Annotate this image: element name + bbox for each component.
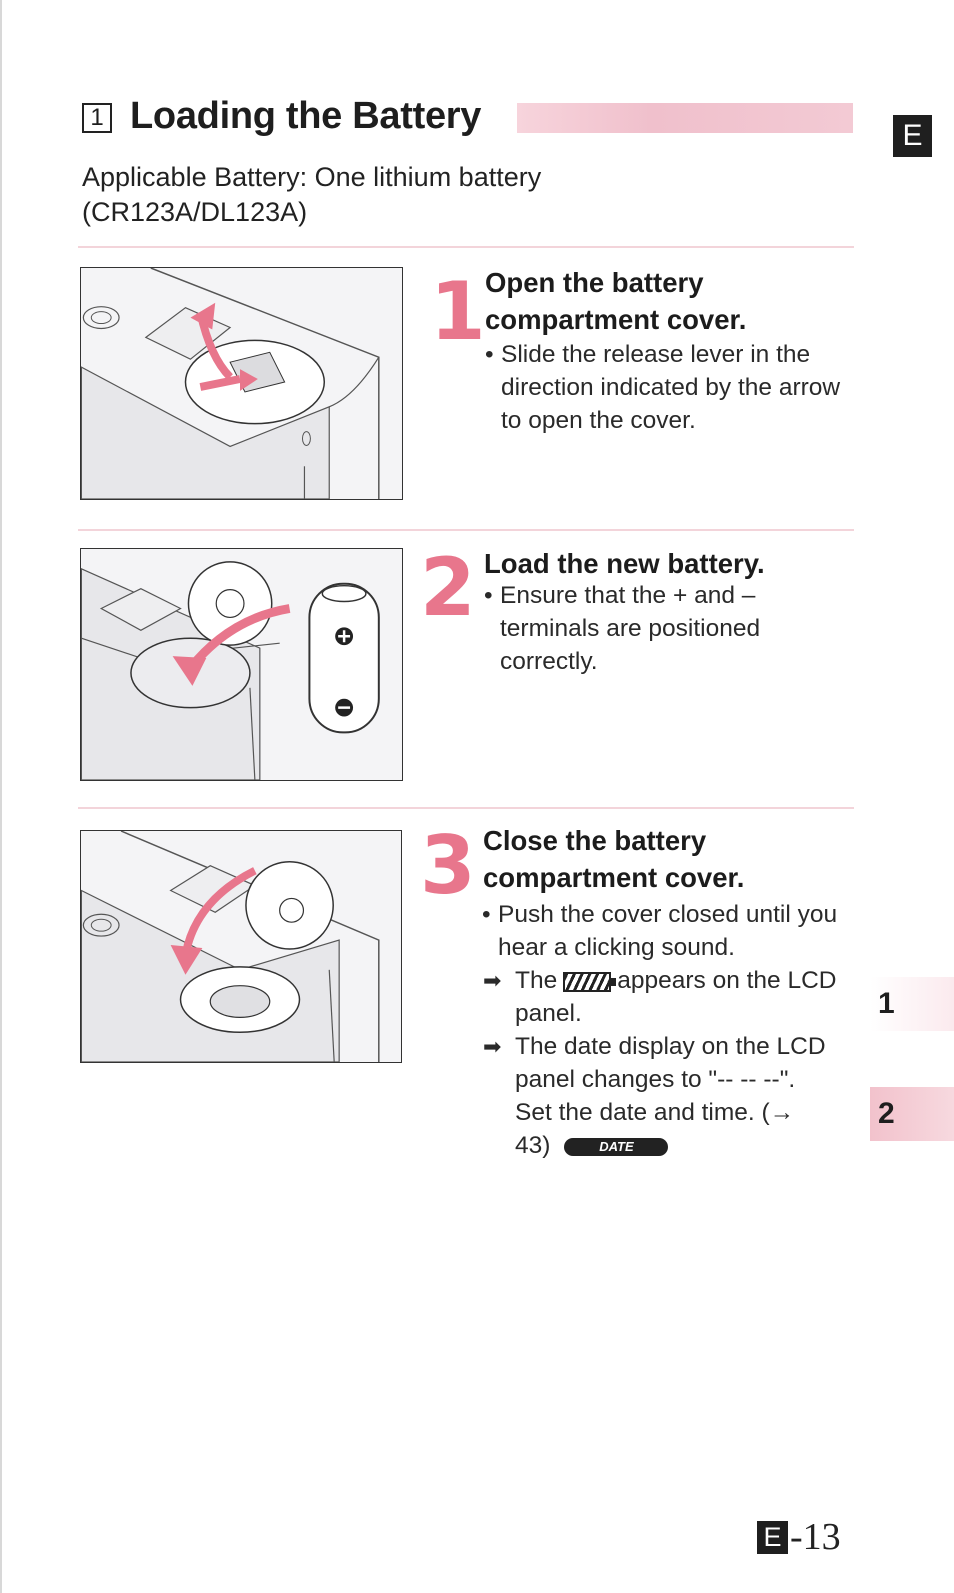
step-2-illustration — [80, 548, 403, 781]
divider — [78, 529, 854, 531]
page-edge — [0, 0, 2, 1593]
section-number-box: 1 — [82, 103, 112, 133]
step-1-heading — [485, 264, 855, 338]
camera-load-battery-illustration — [81, 549, 402, 780]
step-1-heading-line-2: compartment cover. — [485, 304, 747, 335]
page-number-value: -13 — [790, 1516, 841, 1558]
page-number-prefix: E — [757, 1521, 788, 1554]
step-3-result-2-text: The date display on the LCD panel changes to "-- -- --". Set the date and time. (→ 43) — [515, 1033, 826, 1159]
step-1-heading-line-1: Open the battery — [485, 267, 704, 298]
step-3-illustration — [80, 830, 402, 1063]
chapter-tab-1[interactable]: 1 — [870, 977, 954, 1031]
step-1-bullet-text: Slide the release lever in the direction indicated by the arrow to open the cover. — [501, 341, 841, 434]
step-2-heading — [484, 545, 854, 582]
step-3-heading — [483, 822, 853, 896]
camera-close-cover-illustration — [81, 831, 401, 1062]
step-3-heading-line-1: Close the battery — [483, 825, 707, 856]
intro-line-2: (CR123A/DL123A) — [82, 197, 308, 227]
right-arrow-icon: ➡ — [483, 968, 502, 993]
step-3-result-2 — [483, 1030, 835, 1162]
step-3-heading-line-2: compartment cover. — [483, 862, 745, 893]
bullet-dot-icon: • — [484, 582, 493, 609]
intro-line-1: Applicable Battery: One lithium battery — [82, 162, 542, 192]
step-1-bullet — [485, 338, 851, 437]
step-1-number: 1 — [430, 265, 486, 358]
step-2-number: 2 — [420, 541, 476, 634]
intro-text — [82, 160, 541, 230]
divider — [78, 807, 854, 809]
bullet-dot-icon: • — [485, 341, 494, 368]
camera-open-cover-illustration — [81, 268, 402, 499]
step-3-result-1 — [483, 964, 845, 1030]
language-tab[interactable]: E — [893, 115, 932, 157]
page-number — [757, 1515, 841, 1559]
battery-lcd-icon — [563, 972, 611, 992]
step-2-bullet-text: Ensure that the + and – terminals are positioned correctly. — [500, 582, 761, 675]
step-3-bullet-text: Push the cover closed until you hear a clicking sound. — [498, 901, 838, 961]
step-3-number: 3 — [420, 819, 476, 912]
step-3-result-1-after: appears on the LCD panel. — [515, 967, 837, 1027]
step-2-bullet — [484, 579, 830, 678]
page-title: Loading the Battery — [130, 95, 482, 137]
title-accent-bar — [517, 103, 853, 133]
step-3-result-1-before: The — [515, 967, 558, 994]
bullet-dot-icon: • — [482, 901, 491, 928]
step-2-heading-line-1: Load the new battery. — [484, 548, 765, 579]
right-arrow-icon: ➡ — [483, 1034, 502, 1059]
step-1-illustration — [80, 267, 403, 500]
divider — [78, 246, 854, 248]
chapter-tab-2[interactable]: 2 — [870, 1087, 954, 1141]
step-3-bullet — [482, 898, 838, 964]
date-badge-icon: DATE — [564, 1138, 668, 1156]
